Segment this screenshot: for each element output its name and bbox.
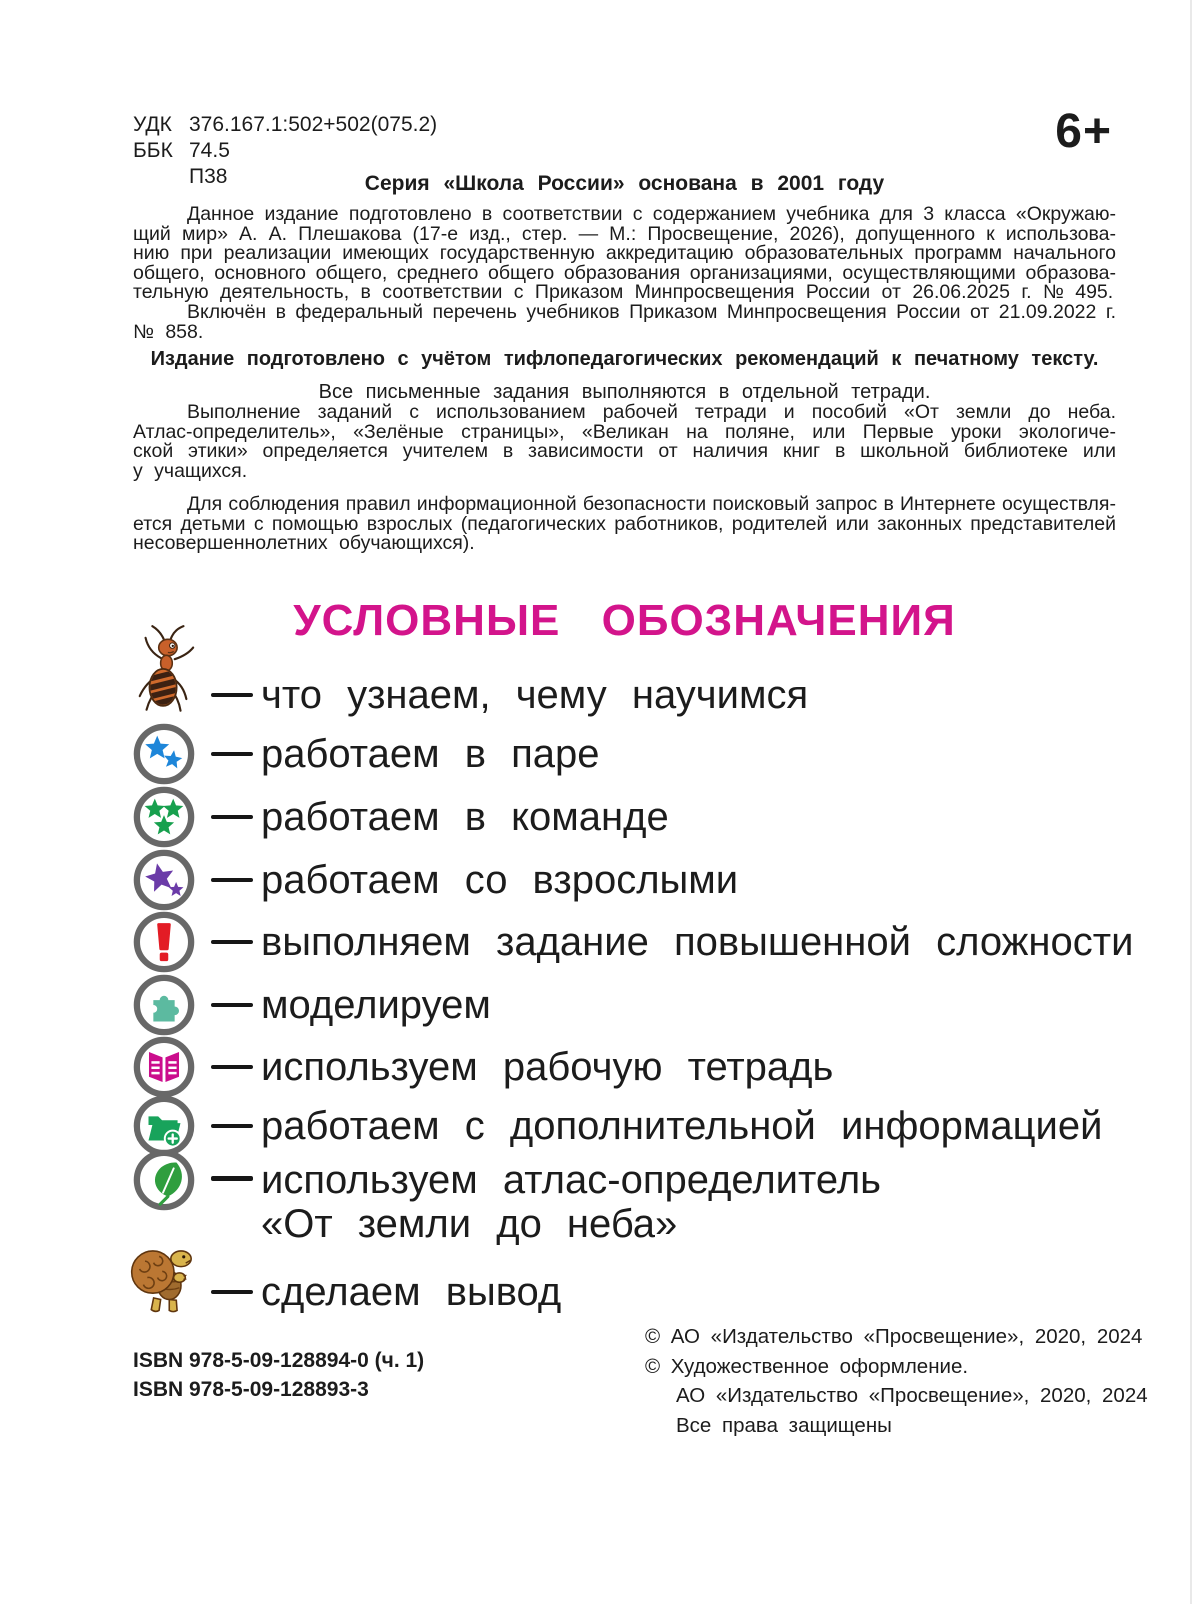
legend-item-team: [133, 786, 669, 848]
copyright-block: [645, 1322, 1148, 1440]
workbook-note: Все письменные задания выполняются в отдельной тетради.: [318, 381, 931, 403]
isbn-line-2: ISBN 978-5-09-128893-3: [133, 1378, 369, 1401]
legend-item-label: работаем в команде: [261, 794, 669, 839]
legend-dash: [211, 1124, 253, 1129]
legend-item-label: что узнаем, чему научимся: [261, 672, 809, 717]
text-line: Для соблюдения правил информационной безопасности поисковый запрос в Интернете осуществля-: [187, 493, 1116, 515]
imprint-paragraph-1: [133, 205, 1116, 303]
text-line: тельную деятельность, в соответствии с Приказом Минпросвещения России от 26.06.2025 г. № 495.: [133, 281, 1114, 304]
leaf-icon: [133, 1149, 199, 1211]
legend-item-label: сделаем вывод: [261, 1269, 562, 1314]
legend-title: УСЛОВНЫЕ ОБОЗНАЧЕНИЯ: [293, 596, 956, 645]
text-line: нию при реализации имеющих государственную аккредитацию образовательных программ начального: [133, 242, 1116, 265]
page-edge-line: [1190, 0, 1192, 1604]
workbook-icon: [133, 1036, 199, 1098]
legend-item-label: работаем в паре: [261, 731, 600, 776]
legend-item-pair: [133, 723, 600, 785]
legend-dash: [211, 940, 253, 945]
legend-dash: [211, 1065, 253, 1070]
legend-item-label: [261, 1158, 881, 1246]
text-line: Данное издание подготовлено в соответствии с содержанием учебника для 3 класса «Окружаю-: [187, 203, 1116, 225]
text-line: общего, основного общего, среднего общего образования организациями, осуществляющими образова-: [133, 261, 1116, 284]
hard-task-exclamation-icon: [133, 911, 199, 973]
copyright-line: © АО «Издательство «Просвещение», 2020, 2024: [645, 1325, 1143, 1348]
text-line: несовершеннолетних обучающихся).: [133, 532, 475, 555]
udk-value: 376.167.1:502+502(075.2): [189, 113, 438, 136]
ant-icon: [133, 676, 199, 714]
legend-dash: [211, 815, 253, 820]
text-line: Выполнение заданий с использованием рабочей тетради и пособий «От земли до неба.: [187, 401, 1116, 423]
legend-label-line: «От земли до неба»: [261, 1202, 678, 1246]
team-stars-icon: [133, 786, 199, 848]
legend-item-label: работаем со взрослыми: [261, 857, 739, 902]
legend-item-learn: [133, 664, 808, 726]
age-rating-badge: 6+: [1055, 105, 1112, 158]
isbn-line-1: ISBN 978-5-09-128894-0 (ч. 1): [133, 1349, 425, 1372]
pair-stars-icon: [133, 723, 199, 785]
folder-plus-icon: [133, 1095, 199, 1157]
legend-dash: [211, 878, 253, 883]
series-line: Серия «Школа России» основана в 2001 году: [364, 172, 885, 195]
tiflo-note: Издание подготовлено с учётом тифлопедагогических рекомендаций к печатному тексту.: [150, 348, 1099, 370]
legend-label-line: используем атлас-определитель: [261, 1158, 881, 1202]
legend-item-label: моделируем: [261, 982, 491, 1027]
copyright-line: © Художественное оформление.: [645, 1354, 969, 1378]
puzzle-icon: [133, 974, 199, 1036]
legend-dash: [211, 752, 253, 757]
legend-dash: [211, 1290, 253, 1295]
legend-dash: [211, 1176, 253, 1181]
adults-stars-icon: [133, 849, 199, 911]
copyright-line: АО «Издательство «Просвещение», 2020, 2024: [676, 1384, 1148, 1407]
legend-dash: [211, 693, 253, 698]
legend-item-hard-task: [133, 911, 1133, 973]
text-line: ской этики» определяется учителем в зависимости от наличия книг в школьной библиотеке или: [133, 440, 1116, 463]
isbn-block: [133, 1346, 424, 1404]
bbk-value: 74.5: [189, 139, 230, 162]
bbk-label: ББК: [133, 139, 173, 162]
legend-item-label: работаем с дополнительной информацией: [261, 1103, 1103, 1148]
text-line: ется детьми с помощью взрослых (педагогических работников, родителей или законных представителей: [133, 512, 1116, 535]
author-sign: П38: [189, 165, 228, 188]
legend-dash: [211, 1003, 253, 1008]
imprint-paragraph-4: [133, 495, 1116, 554]
udk-line: [133, 112, 437, 138]
text-line: у учащихся.: [133, 459, 248, 482]
legend-item-label: используем рабочую тетрадь: [261, 1044, 834, 1089]
text-line: Атлас-определитель», «Зелёные страницы», «Великан на поляне, или Первые уроки экологиче-: [133, 420, 1116, 443]
text-line: щий мир» А. А. Плешакова (17-е изд., стер. — М.: Просвещение, 2026), допущенного к использова-: [133, 222, 1116, 245]
copyright-line: Все права защищены: [676, 1413, 892, 1437]
bbk-line: [133, 138, 437, 164]
legend-item-workbook: [133, 1036, 833, 1098]
text-line: Включён в федеральный перечень учебников Приказом Минпросвещения России от 21.09.2022 г.: [187, 301, 1116, 323]
legend-item-adults: [133, 849, 738, 911]
legend-item-atlas: [133, 1149, 881, 1246]
legend-item-conclusion: [133, 1261, 561, 1323]
text-line: № 858.: [133, 320, 204, 343]
udk-label: УДК: [133, 113, 172, 136]
legend-item-model: [133, 974, 491, 1036]
legend-item-extra-info: [133, 1095, 1102, 1157]
imprint-paragraph-3: [133, 403, 1116, 481]
turtle-icon: [133, 1258, 199, 1326]
legend-item-label: выполняем задание повышенной сложности: [261, 919, 1134, 964]
imprint-paragraph-2: [133, 303, 1116, 342]
